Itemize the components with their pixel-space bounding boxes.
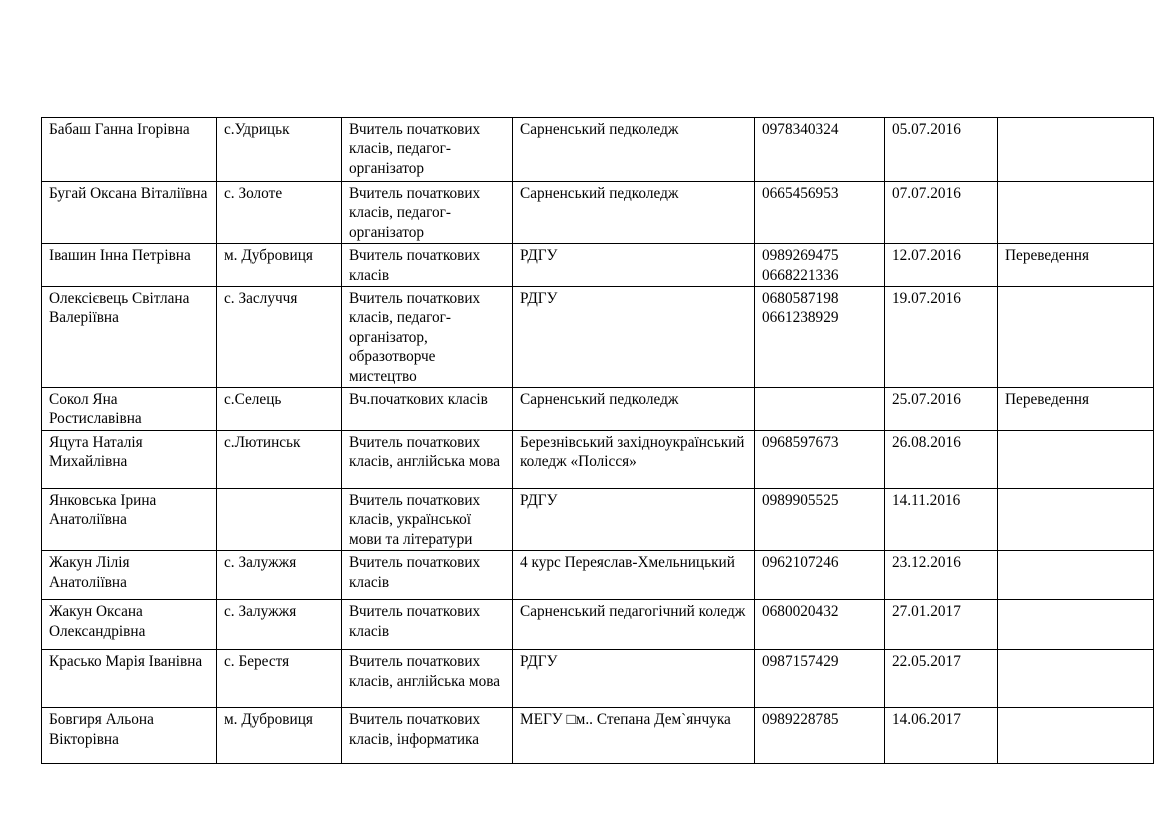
table-row — [42, 650, 1154, 708]
phone-number: 0962107246 — [762, 554, 839, 572]
specialty-cell: Вчитель початкових класів, педагог-організатор — [342, 118, 513, 182]
teacher-name-cell: Сокол Яна Ростиславівна — [42, 388, 217, 431]
teacher-name-cell: Красько Марія Іванівна — [42, 650, 217, 708]
teacher-name-cell: Жакун Оксана Олександрівна — [42, 600, 217, 650]
specialty-cell: Вчитель початкових класів, інформатика — [342, 708, 513, 764]
phone-cell — [755, 600, 885, 650]
education-cell: РДГУ — [513, 287, 755, 388]
note-cell — [998, 182, 1154, 244]
phone-number: 0978340324 — [762, 121, 839, 138]
phone-cell — [755, 118, 885, 182]
table-row — [42, 600, 1154, 650]
education-cell: Сарненський педагогічний коледж — [513, 600, 755, 650]
specialty-cell: Вчитель початкових класів — [342, 551, 513, 600]
teacher-name-cell: Бугай Оксана Віталіївна — [42, 182, 217, 244]
date-cell: 27.01.2017 — [885, 600, 998, 650]
education-cell: Сарненський педколедж — [513, 118, 755, 182]
phone-number: 0680587198 — [762, 290, 839, 308]
place-cell: с. Залужжя — [217, 551, 342, 600]
place-cell: с.Лютинськ — [217, 430, 342, 488]
specialty-cell: Вчитель початкових класів, англійська мова — [342, 430, 513, 488]
table-row — [42, 488, 1154, 550]
teacher-name-cell: Яцута Наталія Михайлівна — [42, 430, 217, 488]
note-cell — [998, 118, 1154, 182]
date-cell: 25.07.2016 — [885, 388, 998, 431]
teacher-name-cell: Івашин Інна Петрівна — [42, 244, 217, 287]
education-cell: РДГУ — [513, 244, 755, 287]
education-cell: Сарненський педколедж — [513, 182, 755, 244]
place-cell: с.Селець — [217, 388, 342, 431]
phone-cell — [755, 650, 885, 708]
specialty-cell: Вчитель початкових класів, англійська мова — [342, 650, 513, 708]
note-cell — [998, 488, 1154, 550]
phone-cell — [755, 708, 885, 764]
teacher-name-cell: Бовгиря Альона Вікторівна — [42, 708, 217, 764]
education-cell: РДГУ — [513, 488, 755, 550]
specialty-cell: Вчитель початкових класів — [342, 600, 513, 650]
date-cell: 26.08.2016 — [885, 430, 998, 488]
table-row — [42, 244, 1154, 287]
specialty-cell: Вчитель початкових класів, педагог-організатор — [342, 182, 513, 244]
place-cell: с. Золоте — [217, 182, 342, 244]
education-cell: 4 курс Переяслав-Хмельницький — [513, 551, 755, 600]
teacher-name-cell: Жакун Лілія Анатоліївна — [42, 551, 217, 600]
teacher-name-cell: Олексієвець Світлана Валеріївна — [42, 287, 217, 388]
place-cell: с. Берестя — [217, 650, 342, 708]
note-cell — [998, 430, 1154, 488]
education-cell: Сарненський педколедж — [513, 388, 755, 431]
place-cell: с.Удрицьк — [217, 118, 342, 182]
staff-table-body — [42, 118, 1154, 764]
education-cell: МЕГУ □м.. Степана Дем`янчука — [513, 708, 755, 764]
teacher-name-cell: Бабаш Ганна Ігорівна — [42, 118, 217, 182]
phone-cell — [755, 430, 885, 488]
phone-number: 0987157429 — [762, 653, 839, 671]
teacher-name-cell: Янковська Ірина Анатоліївна — [42, 488, 217, 550]
table-row — [42, 388, 1154, 431]
staff-table — [41, 117, 1154, 764]
table-row — [42, 182, 1154, 244]
note-cell: Переведення — [998, 244, 1154, 287]
note-cell — [998, 600, 1154, 650]
phone-cell — [755, 488, 885, 550]
date-cell: 22.05.2017 — [885, 650, 998, 708]
date-cell: 05.07.2016 — [885, 118, 998, 182]
place-cell: с. Залужжя — [217, 600, 342, 650]
note-cell — [998, 287, 1154, 388]
date-cell: 19.07.2016 — [885, 287, 998, 388]
table-row — [42, 287, 1154, 388]
phone-cell — [755, 388, 885, 431]
note-cell: Переведення — [998, 388, 1154, 431]
phone-number: 0661238929 — [762, 309, 839, 327]
phone-cell — [755, 244, 885, 287]
table-row — [42, 430, 1154, 488]
date-cell: 14.06.2017 — [885, 708, 998, 764]
date-cell: 14.11.2016 — [885, 488, 998, 550]
place-cell — [217, 488, 342, 550]
phone-cell — [755, 182, 885, 244]
note-cell — [998, 708, 1154, 764]
phone-cell — [755, 287, 885, 388]
date-cell: 12.07.2016 — [885, 244, 998, 287]
table-row — [42, 118, 1154, 182]
specialty-cell: Вчитель початкових класів, української мови та літератури — [342, 488, 513, 550]
education-cell: РДГУ — [513, 650, 755, 708]
table-row — [42, 708, 1154, 764]
phone-number: 0989905525 — [762, 491, 839, 509]
date-cell: 07.07.2016 — [885, 182, 998, 244]
specialty-cell: Вчитель початкових класів, педагог-організатор, образотворче мистецтво — [342, 287, 513, 388]
phone-number: 0668221336 — [762, 266, 839, 284]
place-cell: с. Заслуччя — [217, 287, 342, 388]
specialty-cell: Вч.початкових класів — [342, 388, 513, 431]
phone-cell — [755, 551, 885, 600]
place-cell: м. Дубровиця — [217, 244, 342, 287]
phone-number: 0989269475 — [762, 247, 839, 265]
education-cell: Березнівський західноукраїнський коледж «Полісся» — [513, 430, 755, 488]
phone-number: 0989228785 — [762, 711, 839, 729]
phone-number: 0680020432 — [762, 603, 839, 621]
specialty-cell: Вчитель початкових класів — [342, 244, 513, 287]
note-cell — [998, 650, 1154, 708]
phone-number: 0665456953 — [762, 185, 839, 202]
phone-number: 0968597673 — [762, 433, 839, 451]
note-cell — [998, 551, 1154, 600]
date-cell: 23.12.2016 — [885, 551, 998, 600]
place-cell: м. Дубровиця — [217, 708, 342, 764]
table-row — [42, 551, 1154, 600]
